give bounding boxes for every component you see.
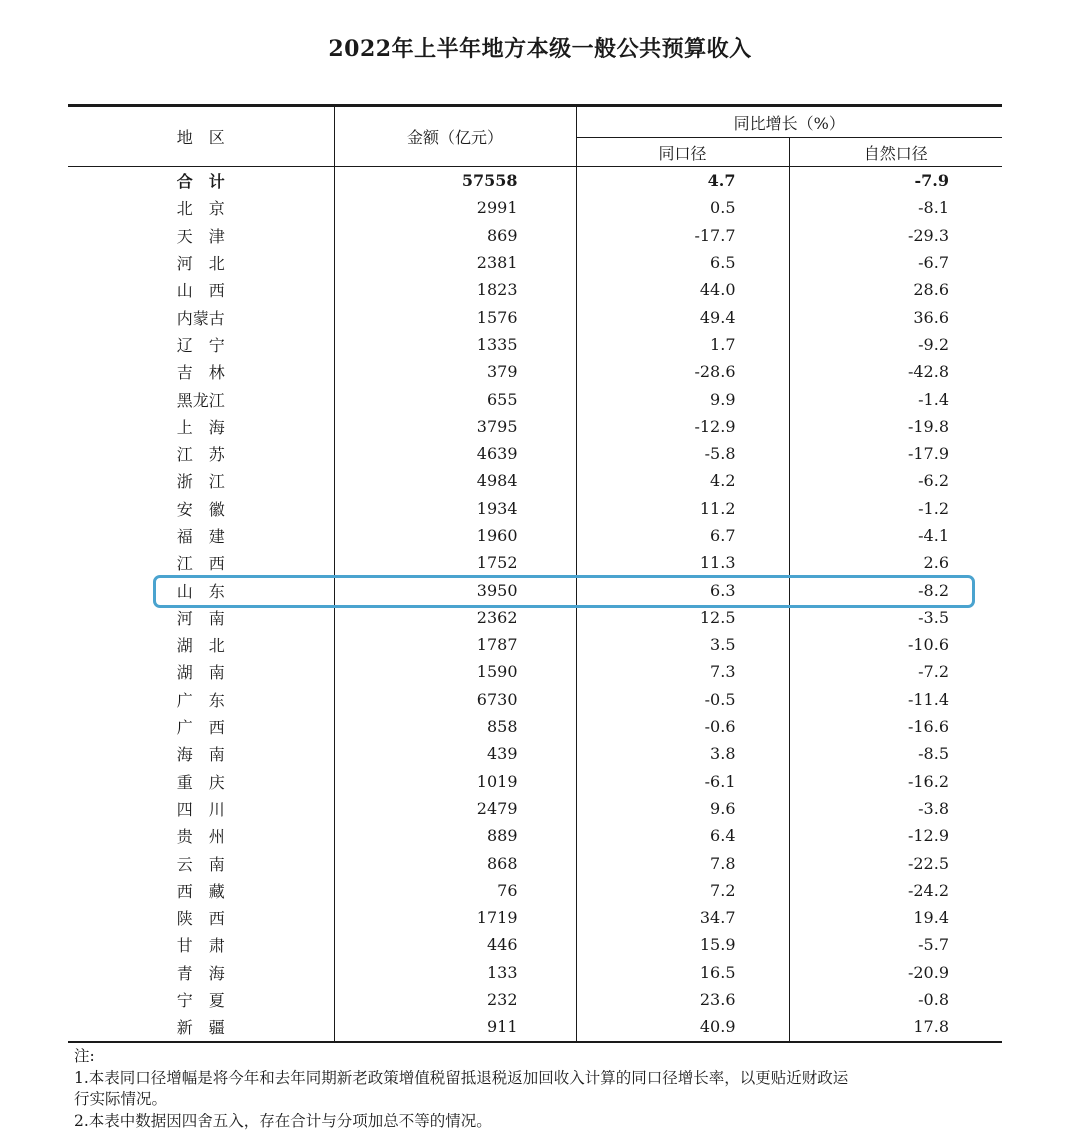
natural-basis-cell: -12.9 <box>789 822 1002 849</box>
page-title: 2022年上半年地方本级一般公共预算收入 <box>328 36 752 62</box>
amount-cell: 1787 <box>334 631 576 658</box>
amount-cell: 1823 <box>334 276 576 303</box>
natural-basis-cell: -0.8 <box>789 986 1002 1013</box>
table-row <box>68 194 1002 221</box>
region-cell: 山 西 <box>176 281 225 301</box>
table-row <box>68 276 1002 303</box>
table-row <box>68 467 1002 494</box>
amount-cell: 76 <box>334 877 576 904</box>
natural-basis-cell: -42.8 <box>789 358 1002 385</box>
table-row <box>68 740 1002 767</box>
natural-basis-cell: -3.5 <box>789 604 1002 631</box>
table-row <box>68 631 1002 658</box>
amount-cell: 1019 <box>334 768 576 795</box>
table-row <box>68 331 1002 358</box>
table-row <box>68 522 1002 549</box>
amount-cell: 4639 <box>334 440 576 467</box>
region-cell: 广 西 <box>176 718 225 738</box>
amount-cell: 133 <box>334 959 576 986</box>
same-basis-cell: 9.6 <box>576 795 789 822</box>
table-row <box>68 877 1002 904</box>
natural-basis-cell: -24.2 <box>789 877 1002 904</box>
table-row <box>68 440 1002 467</box>
amount-cell: 2479 <box>334 795 576 822</box>
same-basis-cell: 49.4 <box>576 303 789 330</box>
amount-cell: 57558 <box>334 167 576 195</box>
region-cell: 海 南 <box>176 745 225 765</box>
natural-basis-cell: -22.5 <box>789 849 1002 876</box>
region-cell: 河 北 <box>176 254 225 274</box>
natural-basis-cell: -8.5 <box>789 740 1002 767</box>
same-basis-cell: -17.7 <box>576 222 789 249</box>
natural-basis-cell: -20.9 <box>789 959 1002 986</box>
table-row <box>68 358 1002 385</box>
note-1-line-2: 行实际情况。 <box>74 1090 168 1108</box>
table-row <box>68 385 1002 412</box>
amount-cell: 868 <box>334 849 576 876</box>
natural-basis-cell: -19.8 <box>789 413 1002 440</box>
notes-heading: 注: <box>74 1047 95 1065</box>
natural-basis-cell: -29.3 <box>789 222 1002 249</box>
region-cell: 浙 江 <box>176 472 225 492</box>
natural-basis-cell: -4.1 <box>789 522 1002 549</box>
same-basis-cell: 15.9 <box>576 931 789 958</box>
note-2: 2.本表中数据因四舍五入，存在合计与分项加总不等的情况。 <box>74 1111 492 1130</box>
natural-basis-cell: -17.9 <box>789 440 1002 467</box>
same-basis-cell: 4.2 <box>576 467 789 494</box>
natural-basis-cell: -5.7 <box>789 931 1002 958</box>
natural-basis-cell: -16.6 <box>789 713 1002 740</box>
same-basis-cell: 34.7 <box>576 904 789 931</box>
table-row <box>68 222 1002 249</box>
natural-basis-cell: -6.2 <box>789 467 1002 494</box>
table-row <box>68 931 1002 958</box>
amount-cell: 232 <box>334 986 576 1013</box>
table-row <box>68 495 1002 522</box>
table-row <box>68 249 1002 276</box>
region-cell: 上 海 <box>176 417 225 437</box>
region-cell: 北 京 <box>176 199 225 219</box>
same-basis-cell: 23.6 <box>576 986 789 1013</box>
same-basis-cell: -0.5 <box>576 686 789 713</box>
table-body <box>68 167 1002 1042</box>
natural-basis-cell: -16.2 <box>789 768 1002 795</box>
same-basis-cell: 7.2 <box>576 877 789 904</box>
amount-cell: 1752 <box>334 549 576 576</box>
region-cell: 甘 肃 <box>176 936 225 956</box>
natural-basis-cell: -9.2 <box>789 331 1002 358</box>
table-row <box>68 303 1002 330</box>
natural-basis-cell: -1.2 <box>789 495 1002 522</box>
region-cell: 辽 宁 <box>176 335 225 355</box>
same-basis-cell: 11.3 <box>576 549 789 576</box>
amount-cell: 1590 <box>334 658 576 685</box>
same-basis-cell: 6.7 <box>576 522 789 549</box>
same-basis-cell: 7.8 <box>576 849 789 876</box>
table-row <box>68 413 1002 440</box>
natural-basis-cell: 2.6 <box>789 549 1002 576</box>
amount-cell: 6730 <box>334 686 576 713</box>
table-row <box>68 604 1002 631</box>
table-row <box>68 713 1002 740</box>
same-basis-cell: 7.3 <box>576 658 789 685</box>
region-cell: 贵 州 <box>176 827 225 847</box>
natural-basis-cell: 17.8 <box>789 1013 1002 1041</box>
table-row <box>68 904 1002 931</box>
region-cell: 合 计 <box>176 172 225 192</box>
region-cell: 新 疆 <box>68 1013 334 1041</box>
region-cell: 江 西 <box>176 554 225 574</box>
table-row <box>68 576 1002 603</box>
table-row <box>68 986 1002 1013</box>
table-row-total <box>68 167 1002 195</box>
amount-cell: 446 <box>334 931 576 958</box>
revenue-table <box>68 104 1002 1043</box>
amount-cell: 1719 <box>334 904 576 931</box>
same-basis-cell: -5.8 <box>576 440 789 467</box>
same-basis-cell: -12.9 <box>576 413 789 440</box>
same-basis-cell: 4.7 <box>576 167 789 195</box>
header-amount: 金额（亿元） <box>334 106 576 167</box>
header-same-basis: 同口径 <box>576 138 789 167</box>
same-basis-cell: 3.5 <box>576 631 789 658</box>
table-row <box>68 686 1002 713</box>
table-row <box>68 1013 1002 1041</box>
natural-basis-cell: -8.1 <box>789 194 1002 221</box>
same-basis-cell: 44.0 <box>576 276 789 303</box>
region-cell: 天 津 <box>176 226 225 246</box>
amount-cell: 439 <box>334 740 576 767</box>
same-basis-cell: 1.7 <box>576 331 789 358</box>
natural-basis-cell: 19.4 <box>789 904 1002 931</box>
table-row <box>68 795 1002 822</box>
region-cell: 西 藏 <box>176 881 225 901</box>
region-cell: 安 徽 <box>176 499 225 519</box>
amount-cell: 889 <box>334 822 576 849</box>
amount-cell: 1960 <box>334 522 576 549</box>
region-cell: 黑龙江 <box>176 390 225 410</box>
same-basis-cell: -0.6 <box>576 713 789 740</box>
amount-cell: 655 <box>334 385 576 412</box>
amount-cell: 4984 <box>334 467 576 494</box>
region-cell: 湖 北 <box>176 636 225 656</box>
amount-cell: 1934 <box>334 495 576 522</box>
header-natural-basis: 自然口径 <box>789 138 1002 167</box>
header-growth: 同比增长（%） <box>576 106 1002 138</box>
region-cell: 四 川 <box>176 799 225 819</box>
amount-cell: 3795 <box>334 413 576 440</box>
amount-cell: 2362 <box>334 604 576 631</box>
same-basis-cell: 9.9 <box>576 385 789 412</box>
amount-cell: 1335 <box>334 331 576 358</box>
region-cell: 内蒙古 <box>176 308 225 328</box>
table-row <box>68 822 1002 849</box>
same-basis-cell: 6.5 <box>576 249 789 276</box>
amount-cell: 911 <box>334 1013 576 1041</box>
same-basis-cell: 11.2 <box>576 495 789 522</box>
natural-basis-cell: -3.8 <box>789 795 1002 822</box>
region-cell: 广 东 <box>176 690 225 710</box>
table-row <box>68 849 1002 876</box>
note-1-line-1: 1.本表同口径增幅是将今年和去年同期新老政策增值税留抵退税返加回收入计算的同口径增长率，以更贴近财政运 <box>74 1068 849 1087</box>
amount-cell: 2991 <box>334 194 576 221</box>
region-cell: 陕 西 <box>176 909 225 929</box>
same-basis-cell: 6.4 <box>576 822 789 849</box>
amount-cell: 858 <box>334 713 576 740</box>
region-cell: 宁 夏 <box>176 991 225 1011</box>
same-basis-cell: 3.8 <box>576 740 789 767</box>
same-basis-cell: 40.9 <box>576 1013 789 1041</box>
table-row <box>68 959 1002 986</box>
natural-basis-cell: -7.9 <box>789 167 1002 195</box>
table-row <box>68 658 1002 685</box>
region-cell: 湖 南 <box>176 663 225 683</box>
region-cell: 山 东 <box>176 581 225 601</box>
same-basis-cell: -28.6 <box>576 358 789 385</box>
region-cell: 江 苏 <box>176 445 225 465</box>
natural-basis-cell: -10.6 <box>789 631 1002 658</box>
region-cell: 青 海 <box>176 963 225 983</box>
same-basis-cell: 16.5 <box>576 959 789 986</box>
same-basis-cell: 0.5 <box>576 194 789 221</box>
table-row <box>68 768 1002 795</box>
natural-basis-cell: -11.4 <box>789 686 1002 713</box>
region-cell: 福 建 <box>176 527 225 546</box>
same-basis-cell: -6.1 <box>576 768 789 795</box>
amount-cell: 2381 <box>334 249 576 276</box>
region-cell: 吉 林 <box>176 363 225 383</box>
same-basis-cell: 6.3 <box>576 576 789 603</box>
region-cell: 云 南 <box>176 854 225 874</box>
table-header <box>68 106 1002 167</box>
same-basis-cell: 12.5 <box>576 604 789 631</box>
natural-basis-cell: -6.7 <box>789 249 1002 276</box>
region-cell: 重 庆 <box>176 772 225 792</box>
table-row <box>68 549 1002 576</box>
amount-cell: 1576 <box>334 303 576 330</box>
notes <box>74 1046 954 1132</box>
header-region: 地 区 <box>68 106 334 167</box>
region-cell: 河 南 <box>176 608 225 628</box>
natural-basis-cell: 36.6 <box>789 303 1002 330</box>
natural-basis-cell: -1.4 <box>789 385 1002 412</box>
natural-basis-cell: 28.6 <box>789 276 1002 303</box>
amount-cell: 379 <box>334 358 576 385</box>
amount-cell: 3950 <box>334 576 576 603</box>
amount-cell: 869 <box>334 222 576 249</box>
natural-basis-cell: -7.2 <box>789 658 1002 685</box>
natural-basis-cell: -8.2 <box>789 576 1002 603</box>
